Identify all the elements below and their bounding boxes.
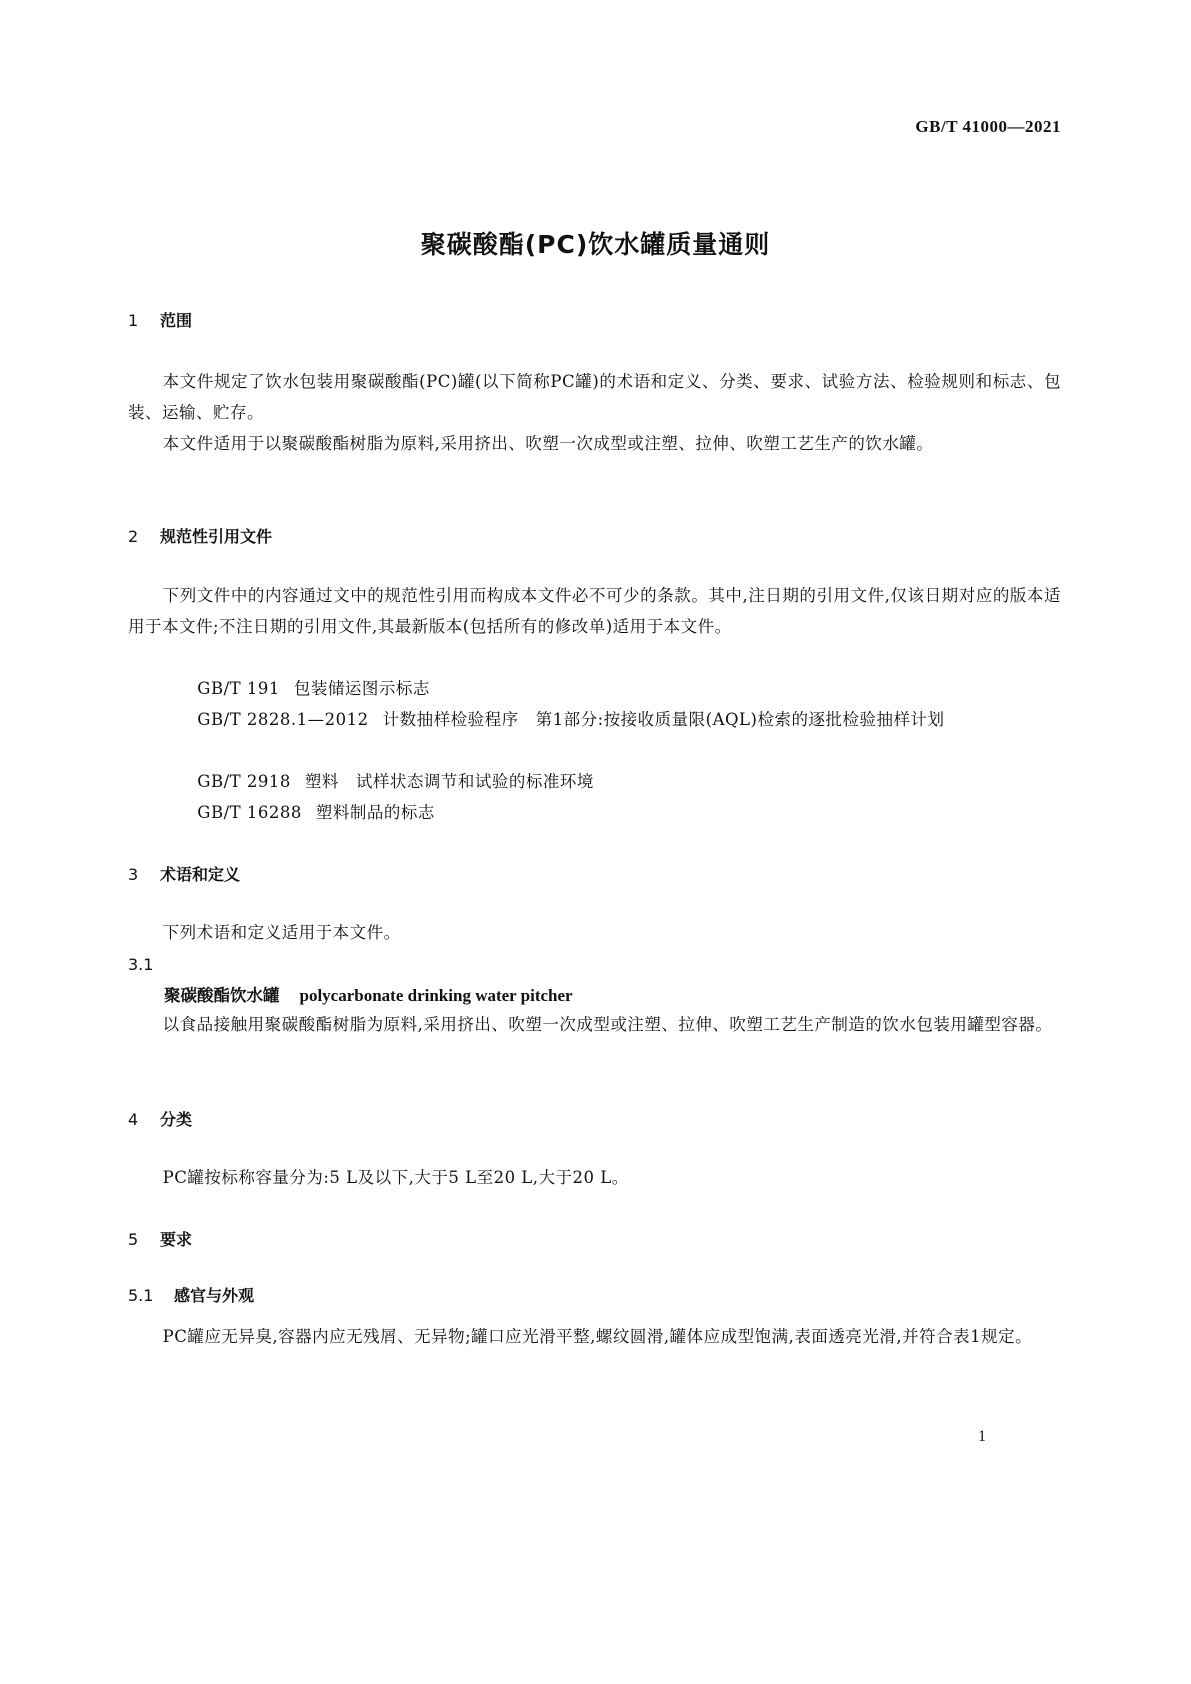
reference-title: 包装储运图示标志 <box>293 679 430 698</box>
reference-item <box>128 766 1061 797</box>
section-number: 3 <box>128 865 139 884</box>
section-number: 5 <box>128 1230 139 1249</box>
reference-item <box>128 797 1061 828</box>
section-number: 4 <box>128 1110 139 1129</box>
section-title: 分类 <box>160 1110 193 1129</box>
section-heading-normative-references <box>128 524 272 547</box>
document-title: 聚碳酸酯(PC)饮水罐质量通则 <box>420 230 771 259</box>
scope-paragraph-1: 本文件规定了饮水包装用聚碳酸酯(PC)罐(以下简称PC罐)的术语和定义、分类、要求、试验方法、检验规则和标志、包装、运输、贮存。 <box>128 372 1061 422</box>
reference-item <box>128 704 1061 735</box>
subsection-title: 感官与外观 <box>174 1286 255 1305</box>
reference-title: 计数抽样检验程序 第1部分:按接收质量限(AQL)检索的逐批检验抽样计划 <box>382 710 945 729</box>
section-heading-scope <box>128 308 192 331</box>
section-number: 2 <box>128 527 139 546</box>
terms-intro-paragraph: 下列术语和定义适用于本文件。 <box>162 923 401 942</box>
subsection-heading-sensory-appearance <box>128 1283 254 1306</box>
reference-code: GB/T 191 <box>197 679 280 698</box>
scope-paragraph-2: 本文件适用于以聚碳酸酯树脂为原料,采用挤出、吹塑一次成型或注塑、拉伸、吹塑工艺生产的饮水罐。 <box>162 434 934 453</box>
section-title: 要求 <box>160 1230 193 1249</box>
reference-code: GB/T 2828.1—2012 <box>197 710 369 729</box>
section-number: 1 <box>128 311 139 330</box>
reference-item <box>128 673 1061 704</box>
section-title: 范围 <box>160 311 193 330</box>
classification-paragraph: PC罐按标称容量分为:5 L及以下,大于5 L至20 L,大于20 L。 <box>162 1168 629 1187</box>
term-name <box>164 982 573 1006</box>
section-heading-requirements <box>128 1227 192 1250</box>
standard-code: GB/T 41000—2021 <box>915 117 1061 136</box>
reference-code: GB/T 2918 <box>197 772 291 791</box>
reference-title: 塑料 试样状态调节和试验的标准环境 <box>304 772 594 791</box>
section-title: 规范性引用文件 <box>160 527 273 546</box>
references-intro-paragraph: 下列文件中的内容通过文中的规范性引用而构成本文件必不可少的条款。其中,注日期的引用文件,仅该日期对应的版本适用于本文件;不注日期的引用文件,其最新版本(包括所有的修改单)适用于本文件。 <box>128 586 1061 636</box>
term-name-cn: 聚碳酸酯饮水罐 <box>164 986 280 1005</box>
term-number: 3.1 <box>128 955 154 974</box>
subsection-number: 5.1 <box>128 1286 154 1305</box>
reference-title: 塑料制品的标志 <box>315 803 435 822</box>
page-number: 1 <box>978 1428 986 1445</box>
term-name-en: polycarbonate drinking water pitcher <box>299 986 573 1005</box>
section-title: 术语和定义 <box>160 865 241 884</box>
term-definition: 以食品接触用聚碳酸酯树脂为原料,采用挤出、吹塑一次成型或注塑、拉伸、吹塑工艺生产制造的饮水包装用罐型容器。 <box>162 1015 1053 1034</box>
sensory-appearance-paragraph: PC罐应无异臭,容器内应无残屑、无异物;罐口应光滑平整,螺纹圆滑,罐体应成型饱满,表面透亮光滑,并符合表1规定。 <box>162 1327 1033 1346</box>
section-heading-terms <box>128 862 240 885</box>
reference-code: GB/T 16288 <box>197 803 302 822</box>
section-heading-classification <box>128 1107 192 1130</box>
